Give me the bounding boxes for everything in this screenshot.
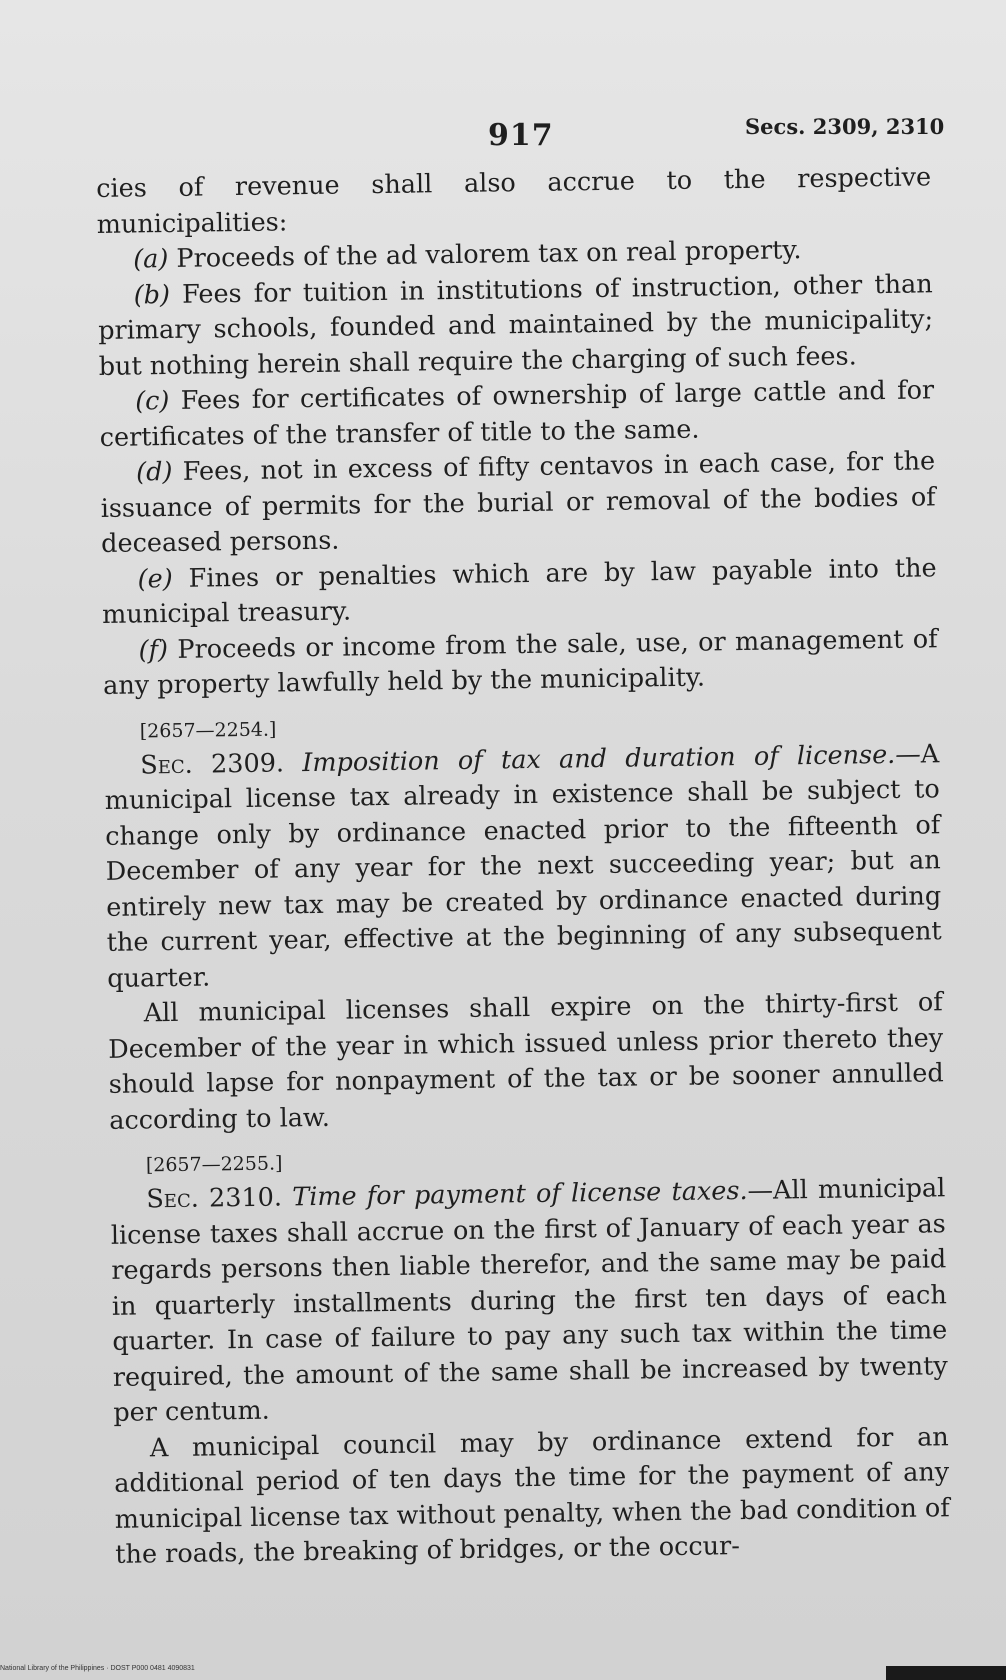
paragraph-item-d — [100, 444, 936, 562]
item-text-b: Fees for tuition in institutions of instruction, other than primary schools, founded and maintained by the municipality; but nothing herein shall require the charging of such fees. — [98, 268, 934, 382]
section-2310-caption: Time for payment of license taxes. — [281, 1176, 748, 1213]
footer-credit: National Library of the Philippines · DOST P000 0481 4090831 — [0, 1665, 195, 1672]
paragraph-item-c — [99, 373, 935, 456]
section-reference-header: Secs. 2309, 2310 — [745, 114, 945, 139]
source-reference-2310: [2657—2255.] — [145, 1152, 283, 1177]
item-letter-c: (c) — [134, 385, 170, 417]
page-number: 917 — [488, 118, 554, 153]
item-text-a: Proceeds of the ad valorem tax on real property. — [168, 235, 802, 274]
item-text-c: Fees for certificates of ownership of large cattle and for certificates of the transfer of title to the same. — [99, 375, 935, 453]
item-letter-d: (d) — [135, 456, 173, 488]
source-reference-2309: [2657—2254.] — [139, 718, 277, 742]
paragraph-item-e — [101, 551, 937, 634]
section-2310 — [110, 1171, 948, 1431]
paragraph-intro: cies of revenue shall also accrue to the respective municipalities: — [96, 162, 932, 240]
paragraph-item-f — [102, 622, 938, 705]
section-2309-label: Sec. 2309. — [140, 747, 285, 780]
item-letter-f: (f) — [138, 634, 169, 665]
item-text-e: Fines or penalties which are by law payable into the municipal treasury. — [101, 552, 937, 630]
item-letter-b: (b) — [133, 279, 171, 310]
section-2310-text: —All municipal license taxes shall accrue on the first of January of each year as regards persons then liable therefor, and the same may be paid in quarterly installments during the first ten days of each quarter. In case of failure to pay any such tax within the time required, the amount of the same shall be increased by twenty per centum. — [110, 1173, 948, 1428]
section-2310-label: Sec. 2310. — [146, 1182, 283, 1215]
item-letter-e: (e) — [137, 563, 173, 594]
section-2309-paragraph-2: All municipal licenses shall expire on the thirty-first of December of the year in which issued unless prior thereto they should lapse for nonpayment of the tax or be sooner annulled according to law. — [108, 987, 944, 1136]
item-text-d: Fees, not in excess of fifty centavos in each case, for the issuance of permits for the burial or removal of the bodies of deceased persons. — [100, 446, 936, 559]
section-2310-paragraph-2: A municipal council may by ordinance extend for an additional period of ten days the time for the payment of any municipal license tax without penalty, when the bad condition of the roads, the breaking of bridges, or the occur- — [114, 1421, 950, 1570]
body-text — [96, 160, 950, 1573]
scan-edge-shadow — [886, 1666, 1006, 1680]
item-letter-a: (a) — [133, 244, 169, 275]
section-2309 — [104, 737, 942, 997]
section-2309-caption: Imposition of tax and duration of license.— — [283, 739, 921, 778]
paragraph-item-b — [97, 267, 933, 385]
item-text-f: Proceeds or income from the sale, use, or management of any property lawfully held by the municipality. — [102, 623, 938, 701]
section-2309-text: A municipal license tax already in existence shall be subject to change only by ordinance enacted prior to the fifteenth of December of any year for the next succeeding year; but an entirely new tax may be created by ordinance enacted during the current year, effective at the beginning of any subsequent quarter. — [104, 738, 942, 994]
